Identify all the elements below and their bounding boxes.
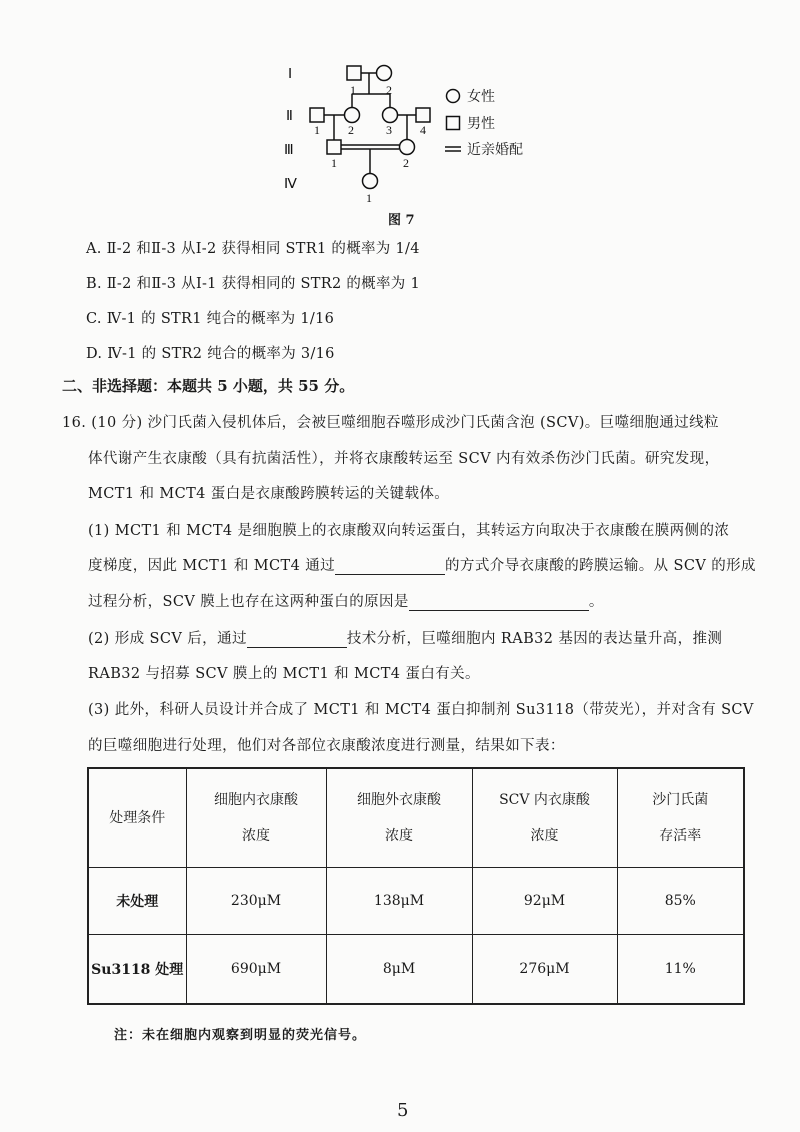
generation-label: Ⅳ (284, 177, 297, 192)
female-symbol (383, 108, 398, 123)
option-a: A. Ⅱ-2 和Ⅱ-3 从Ⅰ-2 获得相同 STR1 的概率为 1/4 (86, 241, 420, 257)
option-c: C. Ⅳ-1 的 STR1 纯合的概率为 1/16 (86, 311, 335, 327)
table-cell: 690μM (186, 935, 326, 1004)
table-cell: 8μM (326, 935, 472, 1004)
table-header: 细胞外衣康酸 浓度 (326, 768, 472, 868)
generation-label: Ⅰ (288, 67, 293, 82)
male-symbol-icon (445, 115, 461, 131)
table-note: 注：未在细胞内观察到明显的荧光信号。 (114, 1028, 367, 1043)
table-row (88, 868, 744, 935)
table-cell: 11% (617, 935, 744, 1004)
subquestion-1: 过程分析，SCV 膜上也存在这两种蛋白的原因是 。 (88, 594, 604, 610)
female-symbol (363, 174, 378, 189)
answer-blank[interactable] (335, 558, 445, 575)
svg-text:2: 2 (386, 83, 392, 97)
generation-label: Ⅱ (286, 109, 293, 124)
table-header-row (88, 768, 744, 868)
generation-label: Ⅲ (284, 143, 294, 158)
subquestion-3: (3) 此外，科研人员设计并合成了 MCT1 和 MCT4 蛋白抑制剂 Su3118（带荧光），并对含有 SCV (88, 702, 754, 718)
subquestion-3: 的巨噬细胞进行处理，他们对各部位衣康酸浓度进行测量，结果如下表： (88, 738, 565, 754)
table-cell: 92μM (472, 868, 617, 935)
female-symbol-icon (445, 88, 461, 104)
table-cell: 未处理 (88, 868, 186, 935)
table-cell: 85% (617, 868, 744, 935)
subquestion-1: 度梯度，因此 MCT1 和 MCT4 通过 的方式介导衣康酸的跨膜运输。从 SCV 的形成 (88, 558, 756, 574)
pedigree-diagram (270, 50, 540, 210)
question-text: MCT1 和 MCT4 蛋白是衣康酸跨膜转运的关键载体。 (88, 486, 450, 502)
table-header: 细胞内衣康酸 浓度 (186, 768, 326, 868)
svg-text:2: 2 (348, 123, 354, 137)
double-line-icon (445, 141, 461, 157)
male-symbol (310, 108, 324, 122)
subquestion-2: RAB32 与招募 SCV 膜上的 MCT1 和 MCT4 蛋白有关。 (88, 666, 480, 682)
svg-text:1: 1 (331, 156, 337, 170)
section-heading: 二、非选择题：本题共 5 小题，共 55 分。 (62, 377, 355, 395)
question-text: 16. (10 分) 沙门氏菌入侵机体后，会被巨噬细胞吞噬形成沙门氏菌含泡 (SCV)。巨噬细胞通过线粒 (62, 415, 719, 431)
table-cell: 138μM (326, 868, 472, 935)
answer-blank[interactable] (247, 631, 347, 648)
subquestion-1: (1) MCT1 和 MCT4 是细胞膜上的衣康酸双向转运蛋白，其转运方向取决于衣康酸在膜两侧的浓 (88, 523, 730, 539)
table-row (88, 935, 744, 1004)
svg-text:4: 4 (420, 123, 426, 137)
female-symbol (400, 140, 415, 155)
question-text: 体代谢产生衣康酸（具有抗菌活性），并将衣康酸转运至 SCV 内有效杀伤沙门氏菌。研究发现， (88, 451, 720, 467)
table-cell: 230μM (186, 868, 326, 935)
svg-text:1: 1 (366, 191, 372, 205)
option-d: D. Ⅳ-1 的 STR2 纯合的概率为 3/16 (86, 346, 335, 362)
legend-female: 女性 (445, 86, 495, 106)
svg-text:1: 1 (350, 83, 356, 97)
figure-caption: 图 7 (388, 213, 415, 228)
subquestion-2: (2) 形成 SCV 后，通过 技术分析，巨噬细胞内 RAB32 基因的表达量升高，推测 (88, 631, 723, 647)
table-header: SCV 内衣康酸 浓度 (472, 768, 617, 868)
svg-text:2: 2 (403, 156, 409, 170)
results-table (87, 767, 745, 1005)
table-header: 沙门氏菌 存活率 (617, 768, 744, 868)
male-symbol (347, 66, 361, 80)
legend-male: 男性 (445, 113, 495, 133)
page-number: 5 (397, 1100, 409, 1121)
table-header: 处理条件 (88, 768, 186, 868)
male-symbol (327, 140, 341, 154)
svg-text:3: 3 (386, 123, 392, 137)
answer-blank[interactable] (409, 594, 589, 611)
legend-consanguineous: 近亲婚配 (445, 139, 523, 159)
female-symbol (345, 108, 360, 123)
male-symbol (416, 108, 430, 122)
table-cell: Su3118 处理 (88, 935, 186, 1004)
table-cell: 276μM (472, 935, 617, 1004)
female-symbol (377, 66, 392, 81)
option-b: B. Ⅱ-2 和Ⅱ-3 从Ⅰ-1 获得相同的 STR2 的概率为 1 (86, 276, 421, 292)
svg-text:1: 1 (314, 123, 320, 137)
